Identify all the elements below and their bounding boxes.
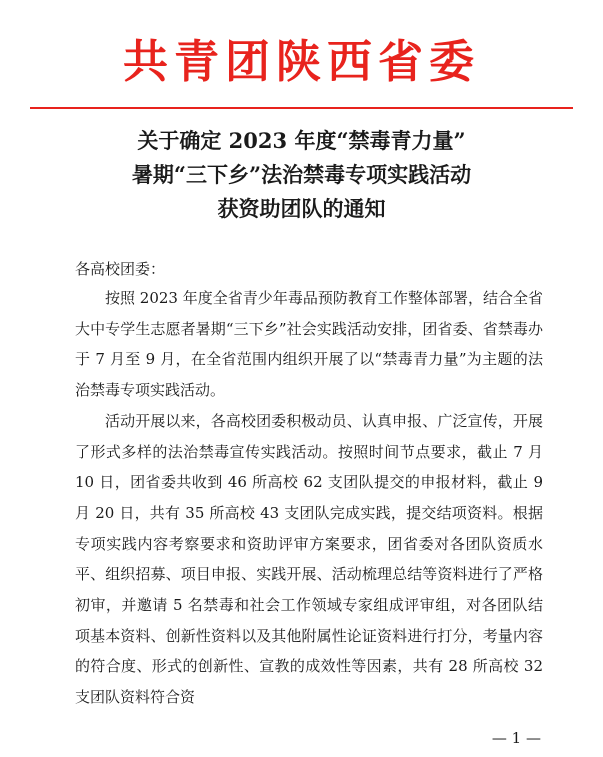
title-line-1: 关于确定 2023 年度“禁毒青力量”: [137, 128, 466, 153]
page-number: — 1 —: [491, 729, 541, 747]
header-divider: [30, 107, 573, 109]
document-title: [0, 124, 603, 226]
document-body: [75, 283, 543, 713]
title-line-2: 暑期“三下乡”法治禁毒专项实践活动: [131, 162, 472, 187]
body-paragraph-1: 按照 2023 年度全省青少年毒品预防教育工作整体部署，结合全省大中专学生志愿者暑期“三下乡”社会实践活动安排，团省委、省禁毒办于 7 月至 9 月，在全省范围内组织开展了以“禁毒青力量”为主题的法治禁毒专项实践活动。: [75, 289, 543, 400]
title-line-3: 获资助团队的通知: [217, 196, 386, 221]
issuing-org-header: 共青团陕西省委: [122, 35, 480, 88]
salutation: 各高校团委：: [75, 260, 166, 278]
body-paragraph-2: 活动开展以来，各高校团委积极动员、认真申报、广泛宣传，开展了形式多样的法治禁毒宣传实践活动。按照时间节点要求，截止 7 月 10 日，团省委共收到 46 所高校 62 支团队提交的申报材料，截止 9 月 20 日，共有 35 所高校 43 支团队完成实践，提交结项资料。根据专项实践内容考察要求和资助评审方案要求，团省委对各团队资质水平、组织招募、项目申报、实践开展、活动梳理总结等资料进行了严格初审，并邀请 5 名禁毒和社会工作领域专家组成评审组，对各团队结项基本资料、创新性资料以及其他附属性论证资料进行打分，考量内容的符合度、形式的创新性、宣教的成效性等因素，共有 28 所高校 32 支团队资料符合资: [75, 411, 543, 707]
